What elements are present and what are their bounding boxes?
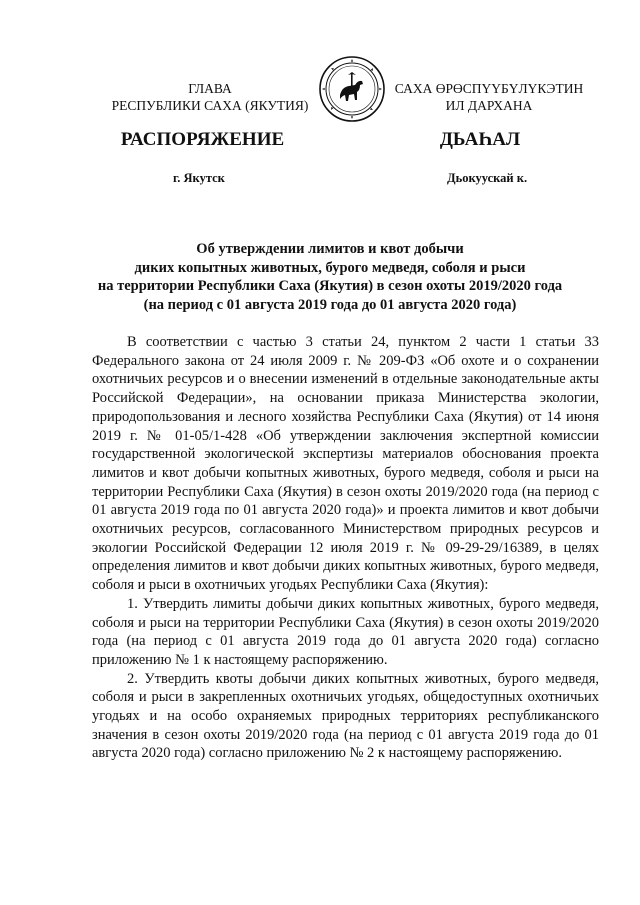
header-left-line1: ГЛАВА [188, 81, 232, 96]
place-russian: г. Якутск [173, 171, 225, 185]
doc-type-russian: РАСПОРЯЖЕНИЕ [120, 129, 285, 150]
header-left-line2: РЕСПУБЛИКИ САХА (ЯКУТИЯ) [111, 98, 309, 113]
header-left-block [95, 80, 325, 114]
item-1-paragraph: 1. Утвердить лимиты добычи диких копытных животных, бурого медведя, соболя и рыси на территории Республики Саха (Якутия) в сезон охоты 2019/2020 года (на период с 01 августа 2019 года до 01 августа 2020 года) согласно приложению № 1 к настоящему распоряжению. [92, 595, 599, 668]
doc-type-yakut: ДЬАҺАЛ [439, 129, 521, 150]
place-yakut: Дьокуускай к. [447, 171, 528, 185]
header-right-line2: ИЛ ДАРХАНА [445, 98, 533, 113]
emblem-of-sakha-icon [318, 55, 386, 123]
header-right-block [384, 80, 594, 114]
preamble-paragraph: В соответствии с частью 3 статьи 24, пунктом 2 части 1 статьи 33 Федерального закона от 24 июля 2009 г. № 209-ФЗ «Об охоте и о сохранении охотничьих ресурсов и о внесении изменений в отдельные законодательные акты Российской Федерации», на основании приказа Министерства экологии, природопользования и лесного хозяйства Республики Саха (Якутия) от 14 июня 2019 г. № 01-05/1-428 «Об утверждении заключения экспертной комиссии государственной экологической экспертизы материалов обоснования проекта лимитов и квот добычи копытных животных, бурого медведя, соболя и рыси на территории Республики Саха (Якутия) в сезон охоты 2019/2020 года (на период с 01 августа 2019 года по 01 августа 2020 года)» и проекта лимитов и квот добычи охотничьих ресурсов, согласованного Министерством природных ресурсов и экологии Российской Федерации 12 июля 2019 г. № 09-29-29/16389, в целях определения лимитов и квот добычи диких копытных животных, бурого медведя, соболя и рыси в охотничьих угодьях Республики Саха (Якутия): [92, 334, 599, 594]
title-line-3: на территории Республики Саха (Якутия) в сезон охоты 2019/2020 года [97, 278, 563, 295]
title-line-1: Об утверждении лимитов и квот добычи [196, 241, 464, 257]
document-title [80, 240, 580, 315]
title-line-4: (на период с 01 августа 2019 года до 01 августа 2020 года) [143, 297, 517, 314]
item-2-paragraph: 2. Утвердить квоты добычи диких копытных животных, бурого медведя, соболя и рыси в закрепленных охотничьих угодьях, общедоступных охотничьих угодьях и на особо охраняемых природных территориях республиканского значения в сезон охоты 2019/2020 года (на период с 01 августа 2019 года до 01 августа 2020 года) согласно приложению № 2 к настоящему распоряжению. [92, 670, 599, 762]
document-body [92, 333, 599, 763]
title-line-2: диких копытных животных, бурого медведя, соболя и рыси [134, 259, 526, 276]
header-right-line1: САХА ӨРӨСПҮҮБҮЛҮКЭТИН [394, 81, 584, 96]
